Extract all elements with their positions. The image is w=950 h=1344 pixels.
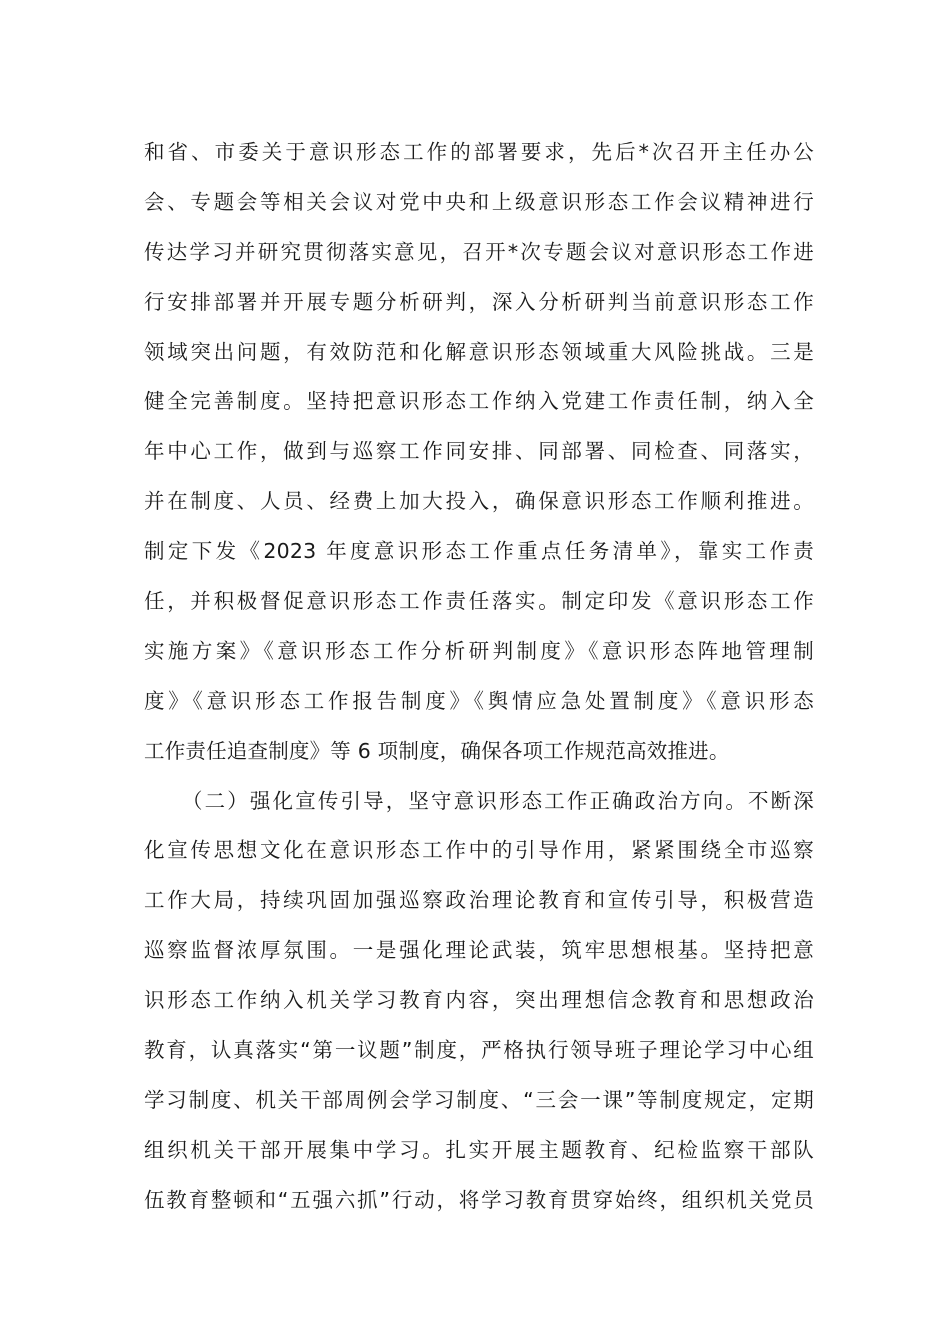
text-line: 和省、市委关于意识形态工作的部署要求，先后*次召开主任办公 (144, 140, 814, 164)
text-line: 工作责任追查制度》等 6 项制度，确保各项工作规范高效推进。 (144, 738, 730, 763)
text-line: 会、专题会等相关会议对党中央和上级意识形态工作会议精神进行 (144, 189, 814, 214)
text-line: 组织机关干部开展集中学习。扎实开展主题教育、纪检监察干部队 (144, 1137, 814, 1162)
text-line: 实施方案》《意识形态工作分析研判制度》《意识形态阵地管理制 (144, 638, 814, 663)
text-line: 工作大局，持续巩固加强巡察政治理论教育和宣传引导，积极营造 (144, 888, 814, 913)
text-line: 任，并积极督促意识形态工作责任落实。制定印发《意识形态工作 (144, 589, 814, 614)
text-line: 伍教育整顿和“五强六抓”行动，将学习教育贯穿始终，组织机关党员 (144, 1187, 814, 1212)
text-line: 制定下发《2023 年度意识形态工作重点任务清单》，靠实工作责 (144, 539, 814, 564)
text-line: 识形态工作纳入机关学习教育内容，突出理想信念教育和思想政治 (144, 988, 814, 1013)
text-line: 巡察监督浓厚氛围。一是强化理论武装，筑牢思想根基。坚持把意 (144, 938, 814, 963)
text-line: 领域突出问题，有效防范和化解意识形态领域重大风险挑战。三是 (144, 339, 814, 364)
text-line: 并在制度、人员、经费上加大投入，确保意识形态工作顺利推进。 (144, 489, 814, 514)
text-line: 年中心工作，做到与巡察工作同安排、同部署、同检查、同落实， (144, 439, 814, 464)
text-line: 健全完善制度。坚持把意识形态工作纳入党建工作责任制，纳入全 (144, 389, 814, 414)
body-text (144, 128, 814, 1226)
text-line: 化宣传思想文化在意识形态工作中的引导作用，紧紧围绕全市巡察 (144, 838, 814, 863)
section-heading-line: （二）强化宣传引导，坚守意识形态工作正确政治方向。不断深 (182, 788, 814, 813)
text-line: 行安排部署并开展专题分析研判，深入分析研判当前意识形态工作 (144, 289, 814, 314)
text-line: 传达学习并研究贯彻落实意见，召开*次专题会议对意识形态工作进 (144, 239, 814, 264)
text-line: 度》《意识形态工作报告制度》《舆情应急处置制度》《意识形态 (144, 688, 814, 713)
text-line: 教育，认真落实“第一议题”制度，严格执行领导班子理论学习中心组 (144, 1038, 814, 1063)
text-line: 学习制度、机关干部周例会学习制度、“三会一课”等制度规定，定期 (144, 1087, 814, 1112)
